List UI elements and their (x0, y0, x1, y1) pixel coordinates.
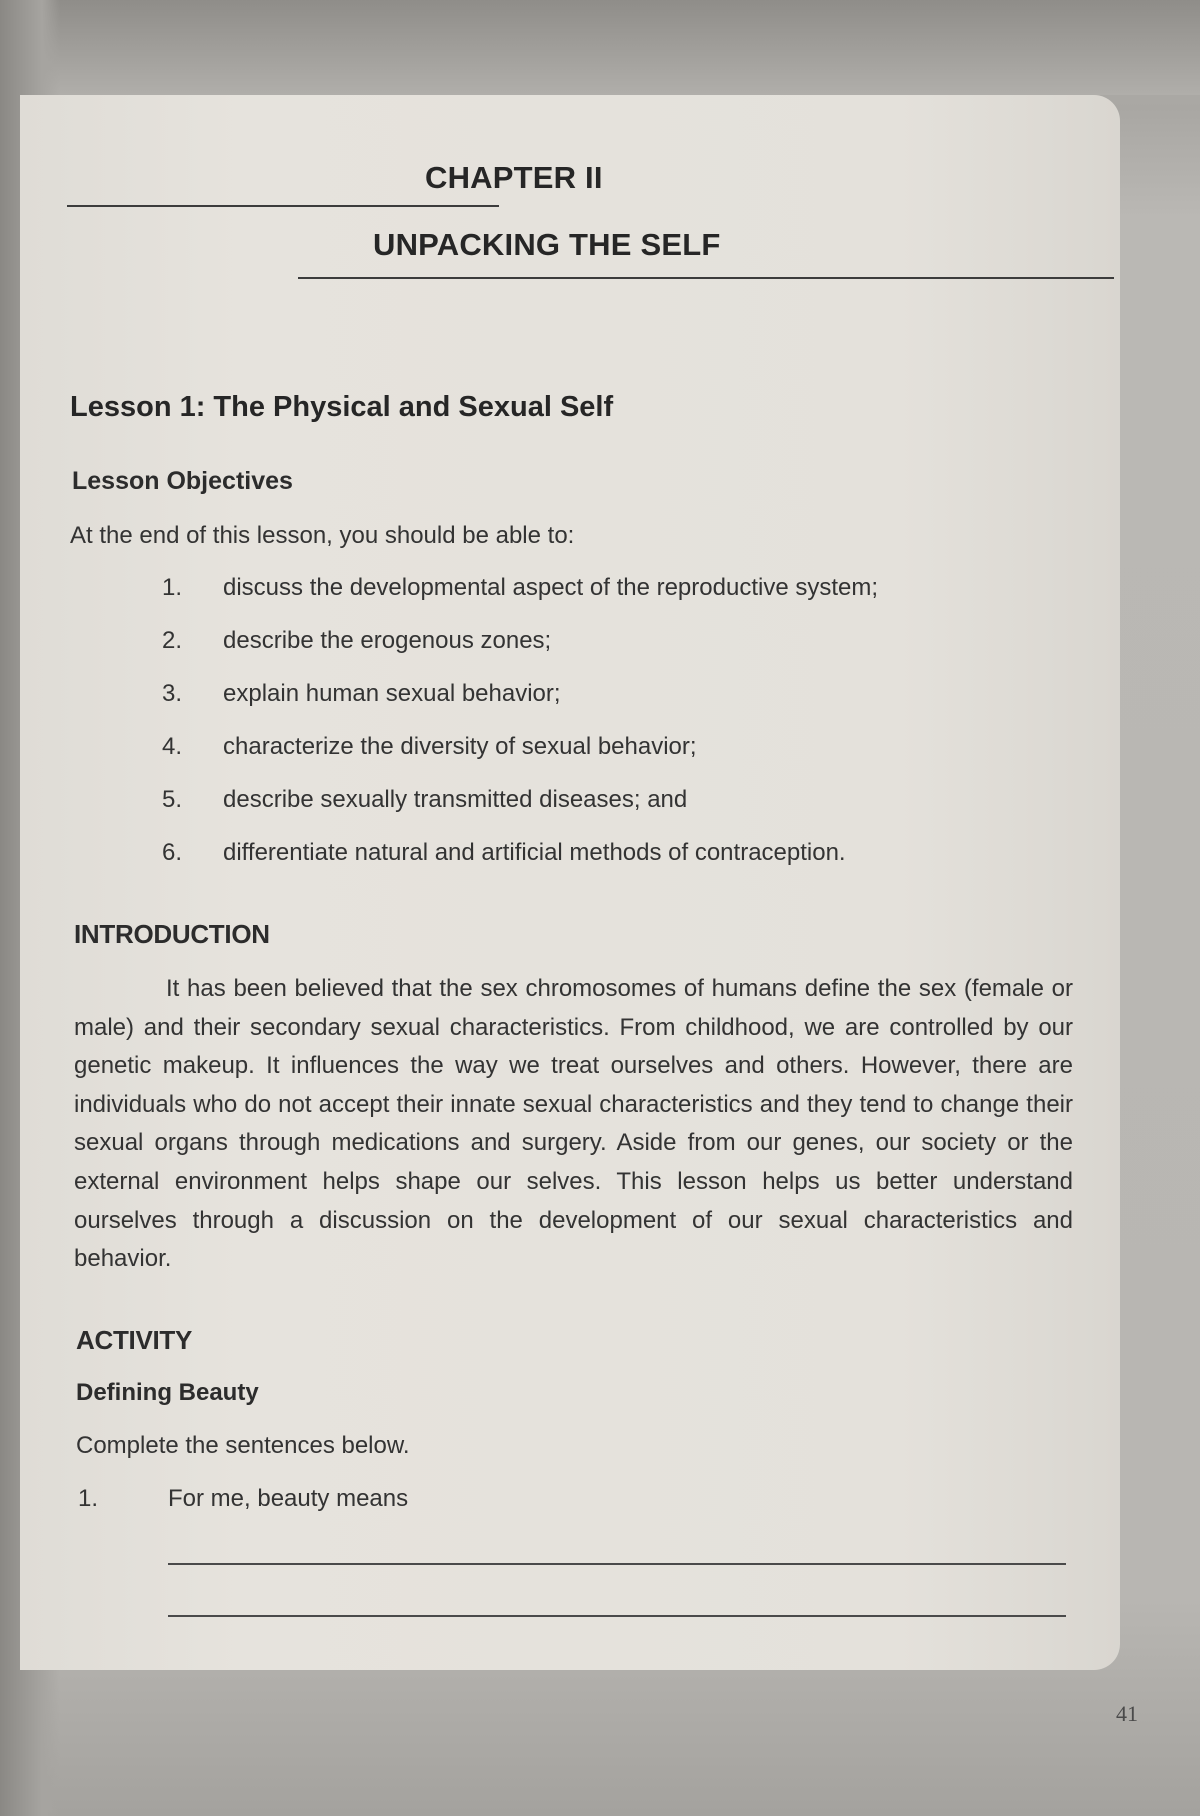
answer-line (168, 1563, 1066, 1565)
objective-number: 6. (162, 839, 183, 866)
answer-line (168, 1615, 1066, 1617)
introduction-heading: INTRODUCTION (74, 919, 270, 949)
objectives-intro: At the end of this lesson, you should be able to: (70, 522, 575, 549)
objective-text: describe the erogenous zones; (223, 627, 552, 654)
activity-instruction: Complete the sentences below. (76, 1432, 410, 1459)
objectives-heading: Lesson Objectives (72, 467, 293, 495)
activity-heading: ACTIVITY (76, 1325, 193, 1355)
objective-text: characterize the diversity of sexual behavior; (223, 733, 697, 760)
objective-number: 3. (162, 680, 183, 707)
objective-text: explain human sexual behavior; (223, 680, 561, 707)
chapter-divider (67, 205, 499, 207)
title-divider (298, 277, 1114, 279)
introduction-paragraph: It has been believed that the sex chromosomes of humans define the sex (female or male) and their secondary sexual characteristics. From childhood, we are controlled by our genetic makeup. It influences the way we treat ourselves and others. However, there are individuals who do not accept their innate sexual characteristics and they tend to change their sexual organs through medications and surgery. Aside from our genes, our society or the external environment helps shape our selves. This lesson helps us better understand ourselves through a discussion on the development of our sexual characteristics and behavior. (74, 975, 1073, 1273)
objective-text: differentiate natural and artificial methods of contraception. (223, 839, 846, 866)
objective-text: discuss the developmental aspect of the reproductive system; (223, 574, 879, 601)
objective-number: 5. (162, 786, 183, 813)
objective-item (162, 680, 561, 708)
objective-item (162, 574, 878, 602)
objective-item (162, 786, 687, 814)
objective-text: describe sexually transmitted diseases; and (223, 786, 688, 813)
lesson-title: Lesson 1: The Physical and Sexual Self (70, 391, 614, 423)
objective-number: 1. (162, 574, 183, 601)
objective-item (162, 733, 697, 761)
chapter-title: UNPACKING THE SELF (373, 227, 721, 262)
activity-subheading: Defining Beauty (76, 1379, 259, 1406)
activity-item (78, 1485, 408, 1513)
page-number: 41 (1116, 1701, 1138, 1726)
objective-item (162, 839, 846, 867)
objective-number: 4. (162, 733, 183, 760)
activity-item-number: 1. (78, 1485, 99, 1512)
activity-item-text: For me, beauty means (168, 1485, 409, 1512)
objective-number: 2. (162, 627, 183, 654)
chapter-label: CHAPTER II (425, 160, 603, 195)
objective-item (162, 627, 551, 655)
